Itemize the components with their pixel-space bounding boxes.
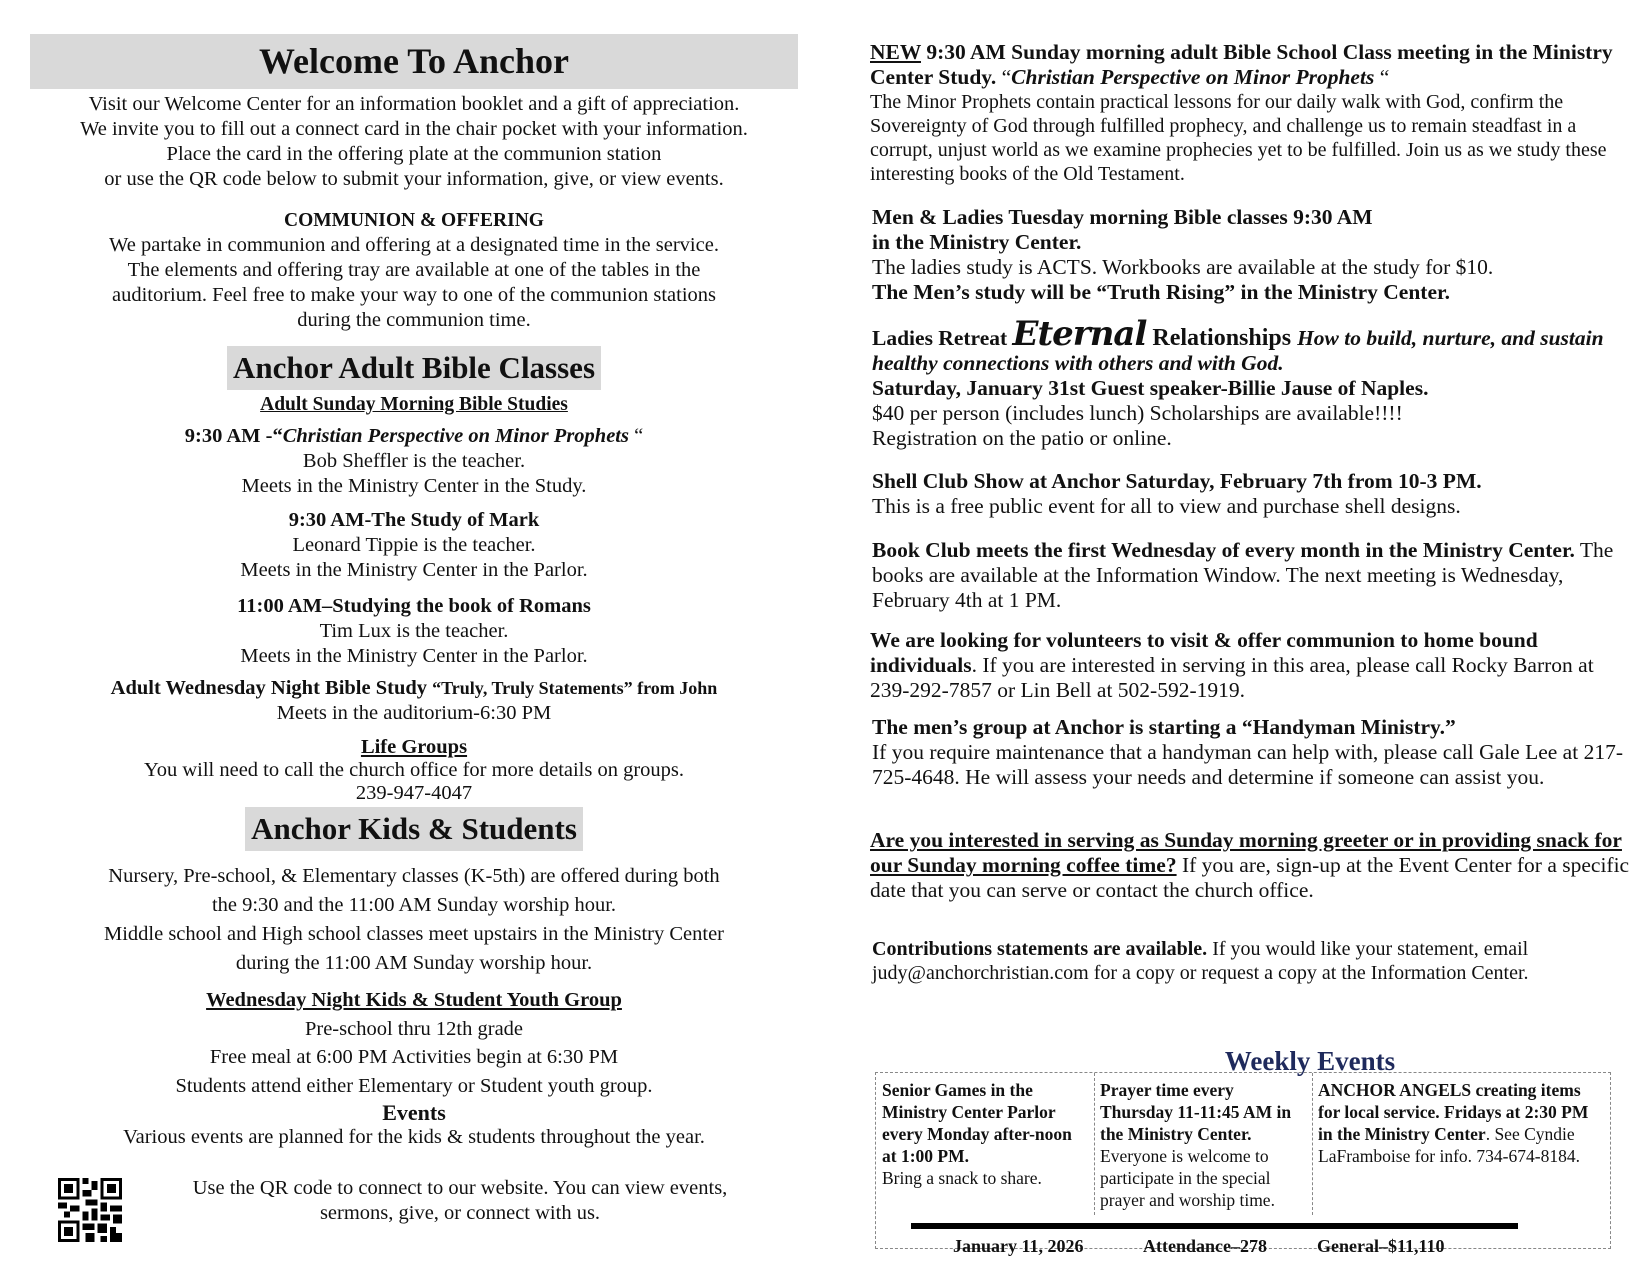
communion-line: We partake in communion and offering at a designated time in the service. [109,234,719,256]
communion-line: during the communion time. [297,309,531,331]
class2-teacher: Leonard Tippie is the teacher. [292,534,536,556]
welcome-line: or use the QR code below to submit your information, give, or view events. [104,168,724,190]
volunteers [870,628,1630,703]
class3-location: Meets in the Ministry Center in the Parlor. [240,645,588,667]
wednesday-study-heading: Adult Wednesday Night Bible Study [110,677,428,699]
greeter-text: If you are, sign-up at the Event Center for a specific date that you can serve or contact the church office. [870,853,1630,902]
senior-text: Bring a snack to share. [882,1168,1042,1188]
contributions [872,938,1630,985]
greeter-heading: Are you interested in serving as Sunday morning greeter or in providing snack for our Sunday morning coffee time? [870,828,1622,877]
kids-line: during the 11:00 AM Sunday worship hour. [235,952,593,974]
kids-text [30,862,798,978]
class2-location: Meets in the Ministry Center in the Parlor. [240,559,588,581]
communion-heading: COMMUNION & OFFERING [284,210,544,231]
footer-general: General–$11,110 [1317,1236,1445,1256]
retreat-tagline: How to build, nurture, and sustain healthy connections with others and with God. [872,326,1604,375]
wednesday-topic: “Truly, Truly Statements” from John [432,678,718,698]
retreat-registration: Registration on the patio or online. [872,426,1172,450]
class-1 [30,424,798,499]
greeter-signup [870,828,1630,903]
senior-games-cell [876,1073,1094,1215]
youth-line: Pre-school thru 12th grade [304,1017,524,1040]
contrib-text: If you would like your statement, email judy@anchorchristian.com for a copy or request a copy at the Information Center. [872,938,1529,984]
prayer-time-cell [1094,1073,1312,1215]
adult-classes-heading: Anchor Adult Bible Classes [227,346,601,390]
welcome-text [30,92,798,192]
class-2 [30,508,798,583]
handyman-heading: The men’s group at Anchor is starting a “Handyman Ministry.” [872,715,1456,739]
angels-bold: ANCHOR ANGELS creating items for local service. Fridays at 2:30 PM in the Ministry Center [1318,1080,1589,1144]
new-body: The Minor Prophets contain practical lessons for our daily walk with God, confirm the Sovereignty of God through fulfilled prophecy, and challenge us to remain steadfast in a corrupt, unjust world as we examine prophecies yet to be fulfilled. Join us as we study these interesting books of the Old Testament. [870,91,1607,185]
footer-date: January 11, 2026 [953,1236,1084,1256]
weekly-events-table [875,1072,1611,1256]
youth-line: Students attend either Elementary or Student youth group. [175,1074,653,1097]
class3-teacher: Tim Lux is the teacher. [319,620,509,642]
tuesday-classes [872,205,1632,305]
volunteer-text: . If you are interested in serving in this area, please call Rocky Barron at 239-292-7857 or Lin Bell at 502-592-1919. [870,653,1594,702]
book-heading: Book Club meets the first Wednesday of every month in the Ministry Center. [872,538,1575,562]
retreat-date: Saturday, January 31st Guest speaker-Billie Jause of Naples. [872,376,1429,400]
new-heading: 9:30 AM Sunday morning adult Bible School Class meeting in the Ministry Center Study. [870,40,1613,89]
kids-line: the 9:30 and the 11:00 AM Sunday worship hour. [211,894,617,916]
contrib-heading: Contributions statements are available. [872,938,1208,960]
book-club [872,538,1632,613]
qr-line: sermons, give, or connect with us. [319,1202,601,1224]
footer-attendance: Attendance–278 [1143,1236,1267,1256]
new-title-close: “ [1374,65,1390,89]
sunday-studies [30,392,798,417]
class-3 [30,594,798,669]
qr-code[interactable] [58,1178,122,1242]
kids-line: Middle school and High school classes meet upstairs in the Ministry Center [103,923,725,945]
sunday-studies-heading: Adult Sunday Morning Bible Studies [260,394,568,415]
youth-heading: Wednesday Night Kids & Student Youth Group [206,989,622,1011]
book-text: The books are available at the Information Window. The next meeting is Wednesday, February 4th at 1 PM. [872,538,1614,612]
retreat-label: Ladies Retreat [872,326,1013,350]
life-groups-heading: Life Groups [360,736,468,758]
qr-caption [130,1176,790,1226]
life-groups-text: You will need to call the church office for more details on groups. [143,759,685,781]
handyman-ministry [872,715,1632,790]
new-class-notice [870,40,1622,186]
events-text: Various events are planned for the kids & students throughout the year. [123,1126,705,1148]
welcome-line: We invite you to fill out a connect card in the chair pocket with your information. [80,118,748,140]
handyman-text: If you require maintenance that a handyman can help with, please call Gale Lee at 217-725-4648. He will assess your needs and determine if someone can assist you. [872,740,1623,789]
communion-section [30,208,798,333]
wednesday-location: Meets in the auditorium-6:30 PM [276,702,552,724]
shell-club [872,469,1632,519]
prayer-text: Everyone is welcome to participate in the special prayer and worship time. [1100,1146,1275,1210]
prayer-bold: Prayer time every Thursday 11-11:45 AM in the Ministry Center. [1100,1080,1292,1144]
class1-title: Christian Perspective on Minor Prophets [282,425,629,447]
adult-classes-header [30,346,798,390]
welcome-line: Visit our Welcome Center for an information booklet and a gift of appreciation. [88,93,740,115]
shell-text: This is a free public event for all to view and purchase shell designs. [872,494,1461,518]
youth-group [30,986,798,1100]
tuesday-heading-2: in the Ministry Center. [872,230,1082,254]
shell-heading: Shell Club Show at Anchor Saturday, February 7th from 10-3 PM. [872,469,1482,493]
life-groups [30,736,798,805]
tuesday-ladies: The ladies study is ACTS. Workbooks are available at the study for $10. [872,255,1494,279]
anchor-angels-cell [1312,1073,1610,1215]
communion-line: The elements and offering tray are available at one of the tables in the [127,259,701,281]
new-title: Christian Perspective on Minor Prophets [1011,65,1375,89]
angels-text: . See Cyndie LaFramboise for info. 734-674-8184. [1318,1124,1580,1166]
weekly-events-title: Weekly Events [1224,1046,1396,1076]
retreat-word: Relationships [1146,325,1298,351]
life-groups-phone: 239-947-4047 [355,782,473,804]
class2-title: 9:30 AM-The Study of Mark [288,509,540,531]
class3-title: 11:00 AM–Studying the book of Romans [237,595,591,617]
ladies-retreat [872,314,1632,451]
kids-line: Nursery, Pre-school, & Elementary classes (K-5th) are offered during both [108,865,720,887]
class1-close: “ [628,425,644,447]
youth-line: Free meal at 6:00 PM Activities begin at 6:30 PM [209,1046,619,1068]
welcome-title: Welcome To Anchor [30,34,798,89]
events-heading: Events [382,1100,446,1125]
volunteer-heading: We are looking for volunteers to visit & offer communion to home bound individuals [870,628,1538,677]
tuesday-men: The Men’s study will be “Truth Rising” in the Ministry Center. [872,280,1450,304]
communion-line: auditorium. Feel free to make your way to one of the communion stations [111,284,717,306]
events-section [30,1100,798,1150]
tuesday-heading: Men & Ladies Tuesday morning Bible classes 9:30 AM [872,205,1373,229]
class1-time: 9:30 AM -“ [184,425,283,447]
welcome-line: Place the card in the offering plate at the communion station [166,143,662,165]
kids-heading: Anchor Kids & Students [245,807,583,851]
senior-bold: Senior Games in the Ministry Center Parlor every Monday after-noon at 1:00 PM. [882,1080,1072,1166]
wednesday-study [30,676,798,726]
retreat-script: Eternal [1012,314,1147,354]
new-label: NEW [870,40,921,64]
class1-location: Meets in the Ministry Center in the Study. [241,475,587,497]
retreat-price: $40 per person (includes lunch) Scholarships are available!!!! [872,401,1403,425]
footer-rule [911,1223,1518,1229]
class1-teacher: Bob Sheffler is the teacher. [302,450,526,472]
new-title-open: “ [1001,65,1012,89]
qr-line: Use the QR code to connect to our website. You can view events, [192,1177,728,1199]
kids-header [30,807,798,851]
